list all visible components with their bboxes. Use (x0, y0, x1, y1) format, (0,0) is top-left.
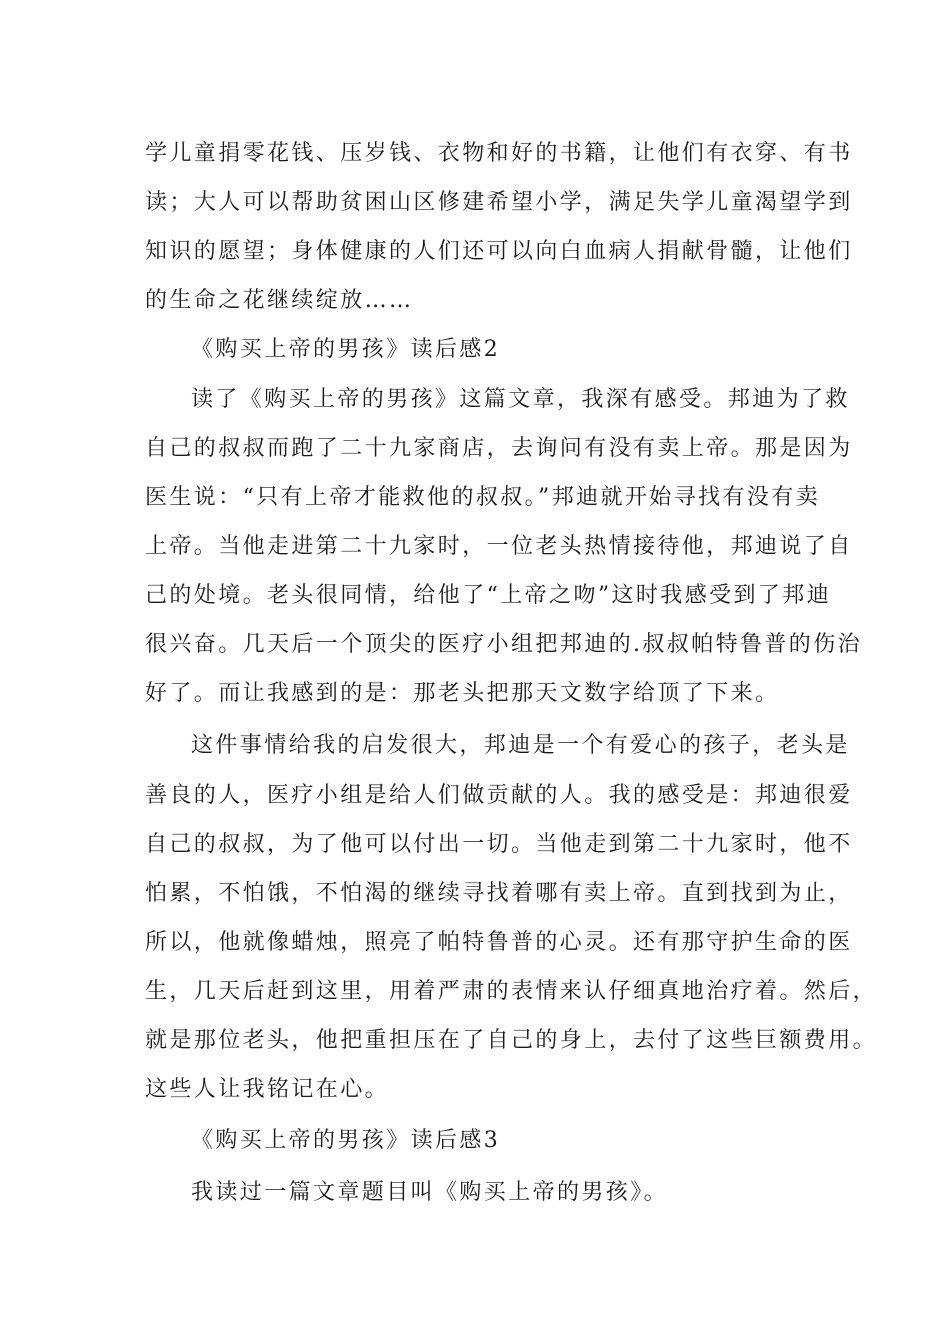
text-line: 就是那位老头，他把重担压在了自己的身上，去付了这些巨额费用。 (145, 1028, 878, 1053)
section-heading: 《购买上帝的男孩》读后感3 (191, 1128, 501, 1153)
text-line: 上帝。当他走进第二十九家时，一位老头热情接待他，邦迪说了自 (145, 534, 853, 559)
text-line: 很兴奋。几天后一个顶尖的医疗小组把邦迪的.叔叔帕特鲁普的伤治 (145, 632, 862, 657)
text-line: 自己的叔叔而跑了二十九家商店，去询问有没有卖上帝。那是因为 (145, 436, 853, 461)
text-line: 这些人让我铭记在心。 (145, 1077, 390, 1102)
text-line: 的生命之花继续绽放…… (145, 288, 414, 313)
text-line: 生，几天后赶到这里，用着严肃的表情来认仔细真地治疗着。然后， (145, 979, 878, 1004)
text-line: 好了。而让我感到的是：那老头把那天文数字给顶了下来。 (145, 681, 780, 706)
text-line: 所以，他就像蜡烛，照亮了帕特鲁普的心灵。还有那守护生命的医 (145, 930, 853, 955)
paragraph-first-line: 我读过一篇文章题目叫《购买上帝的男孩》。 (191, 1180, 669, 1205)
paragraph-first-line: 这件事情给我的启发很大，邦迪是一个有爱心的孩子，老头是 (191, 733, 850, 758)
text-line: 己的处境。老头很同情，给他了“上帝之吻”这时我感受到了邦迪 (145, 583, 832, 608)
text-line: 怕累，不怕饿，不怕渴的继续寻找着哪有卖上帝。直到找到为止， (145, 881, 853, 906)
text-line: 善良的人，医疗小组是给人们做贡献的人。我的感受是：邦迪很爱 (145, 783, 853, 808)
text-line: 医生说：“只有上帝才能救他的叔叔。”邦迪就开始寻找有没有卖 (145, 485, 821, 510)
text-line: 知识的愿望；身体健康的人们还可以向白血病人捐献骨髓，让他们 (145, 239, 853, 264)
text-line: 读；大人可以帮助贫困山区修建希望小学，满足失学儿童渴望学到 (145, 190, 853, 215)
section-heading: 《购买上帝的男孩》读后感2 (191, 337, 501, 362)
text-line: 学儿童捐零花钱、压岁钱、衣物和好的书籍，让他们有衣穿、有书 (145, 141, 853, 166)
paragraph-first-line: 读了《购买上帝的男孩》这篇文章，我深有感受。邦迪为了救 (191, 387, 850, 412)
text-line: 自己的叔叔，为了他可以付出一切。当他走到第二十九家时，他不 (145, 832, 853, 857)
